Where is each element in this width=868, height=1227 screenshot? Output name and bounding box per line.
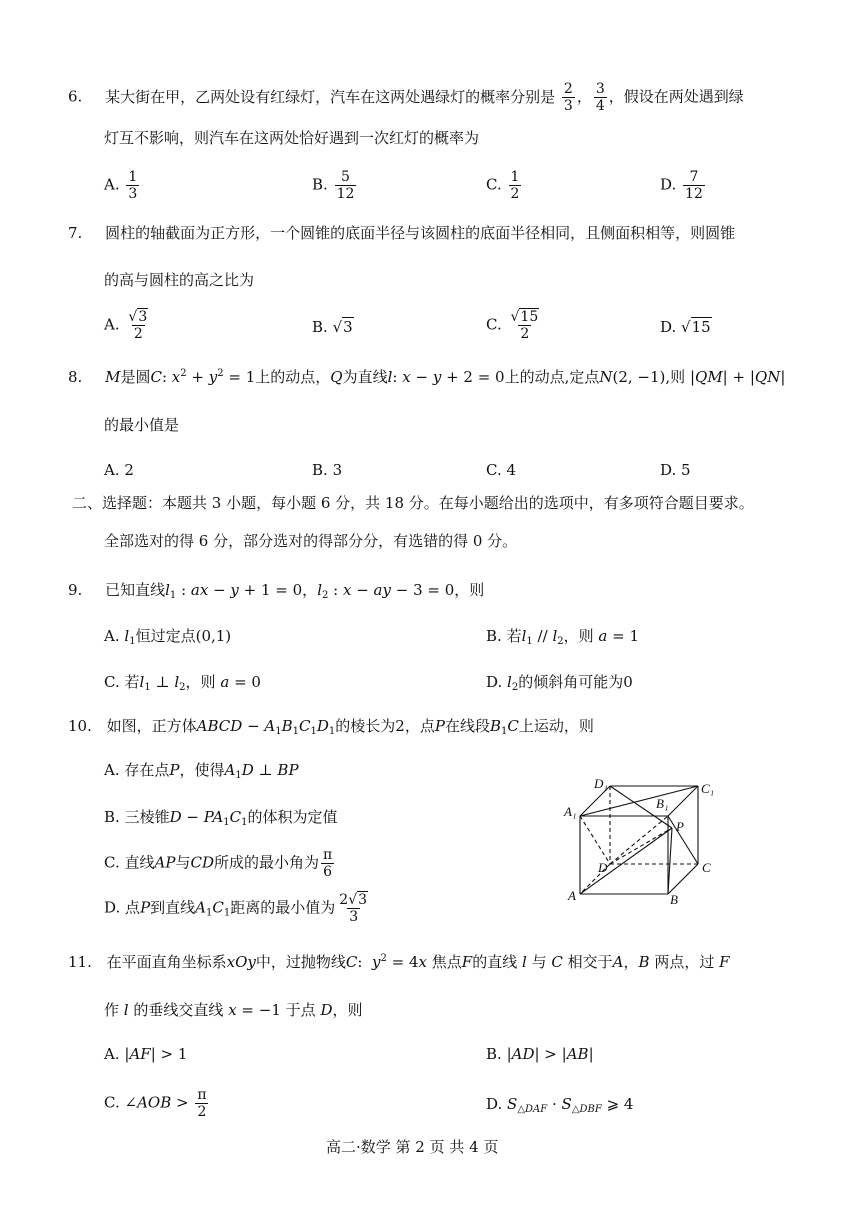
q7-option-a: A. $\frac{√3}{2}$	[104, 309, 148, 342]
q9-number: 9.	[68, 581, 83, 599]
q8-number: 8.	[68, 368, 83, 386]
q10-line1: 10. 如图，正方体ABCD − $A_1B_1C_1D_1$的棱长为2，点P在线段$B_1C$上运动，则	[68, 717, 594, 737]
q8-option-b: B. 3	[312, 461, 343, 479]
q7-text-2: 的高与圆柱的高之比为	[104, 271, 255, 289]
q7-number: 7.	[68, 224, 83, 242]
q9-option-d: D. $l_2$的倾斜角可能为0	[486, 673, 633, 693]
q6-line1	[68, 82, 744, 113]
cube-figure	[560, 776, 740, 906]
q11-option-d: D. $S_{\triangle DAF} \cdot S_{\triangle DBF}$ ⩾ 4	[486, 1095, 634, 1115]
q6-option-d: D. $\frac{7}{12}$	[660, 169, 703, 202]
q9-option-a: A. $l_1$恒过定点(0,1)	[104, 627, 232, 647]
q6-number: 6.	[68, 87, 83, 106]
q10-option-a: A. 存在点P，使得$A_1D$ ⊥ BP	[104, 761, 299, 781]
section2-heading: 二、选择题：本题共 3 小题，每小题 6 分，共 18 分。在每小题给出的选项中，有多项符合题目要求。	[72, 494, 754, 512]
q9-option-b: B. 若$l_1 // l_2$，则 a = 1	[486, 627, 640, 647]
q9-line1: 9. 已知直线$l_1$ : ax − y + 1 = 0，$l_2$ : x − ay − 3 = 0，则	[68, 581, 485, 601]
q11-number: 11.	[68, 953, 92, 971]
q7-option-c: C. $\frac{√15}{2}$	[486, 309, 539, 342]
q6-option-c: C. $\frac{1}{2}$	[486, 169, 520, 202]
label-b1: B₁	[656, 796, 669, 811]
q6-separator: ，	[576, 87, 592, 106]
section2-note: 全部选对的得 6 分，部分选对的得部分分，有选错的得 0 分。	[104, 532, 518, 550]
q11-text-2: 作 l 的垂线交直线 x = −1 于点 D，则	[104, 1001, 363, 1019]
q8-option-a: A. 2	[104, 461, 134, 479]
q10-option-d: D. 点P到直线$A_1C_1$距离的最小值为 $\frac{2√3}{3}$	[104, 892, 368, 925]
label-a: A	[568, 888, 576, 903]
q6-option-b: B. $\frac{5}{12}$	[312, 169, 355, 202]
label-a1: A₁	[564, 804, 577, 819]
q7-option-d: D. √15	[660, 318, 711, 336]
q6-frac-2: $\frac{3}{4}$	[595, 81, 605, 114]
label-p: P	[676, 819, 684, 834]
q8-option-c: C. 4	[486, 461, 517, 479]
q8-text-2: 的最小值是	[104, 416, 180, 434]
q8-option-d: D. 5	[660, 461, 691, 479]
q6-option-a: A. $\frac{1}{3}$	[104, 169, 138, 202]
q7-text-1: 圆柱的轴截面为正方形，一个圆锥的底面半径与该圆柱的底面半径相同，且侧面积相等，则圆锥	[105, 224, 736, 242]
q10-option-c: C. 直线AP与CD所成的最小角为 $\frac{\pi}{6}$	[104, 847, 333, 880]
q6-text-1b: ，假设在两处遇到绿	[608, 87, 744, 106]
q11-option-a: A. |AF| > 1	[104, 1045, 188, 1063]
q8-line1: 8. M是圆C: $x^2 + y^2 = 1$上的动点，Q为直线l: x − y + 2 = 0上的动点,定点N(2, −1),则 |QM| + |QN|	[68, 368, 786, 386]
q10-number: 10.	[68, 717, 92, 735]
label-d: D	[598, 860, 608, 875]
q7-option-b: B. √3	[312, 318, 353, 336]
q6-text-1: 某大街在甲，乙两处设有红绿灯，汽车在这两处遇绿灯的概率分别是	[105, 87, 556, 106]
q10-option-b: B. 三棱锥$D - PA_1C_1$的体积为定值	[104, 808, 338, 828]
q6-frac-1: $\frac{2}{3}$	[563, 81, 573, 114]
q9-option-c: C. 若$l_1$ ⊥ $l_2$，则 a = 0	[104, 673, 261, 693]
page-footer: 高二·数学 第 2 页 共 4 页	[326, 1138, 499, 1156]
label-b: B	[670, 892, 678, 907]
q11-option-b: B. |AD| > |AB|	[486, 1045, 594, 1063]
label-c: C	[702, 860, 711, 875]
q11-option-c: C. ∠AOB > $\frac{\pi}{2}$	[104, 1087, 207, 1120]
label-d1: D₁	[594, 776, 608, 791]
q6-text-2: 灯互不影响，则汽车在这两处恰好遇到一次红灯的概率为	[104, 129, 480, 147]
q7-line1	[68, 226, 735, 241]
label-c1: C₁	[701, 781, 715, 796]
q11-line1: 11. 在平面直角坐标系xOy中，过抛物线C: $y^2 = 4x$ 焦点F的直线 l 与 C 相交于A，B 两点，过 F	[68, 953, 730, 971]
